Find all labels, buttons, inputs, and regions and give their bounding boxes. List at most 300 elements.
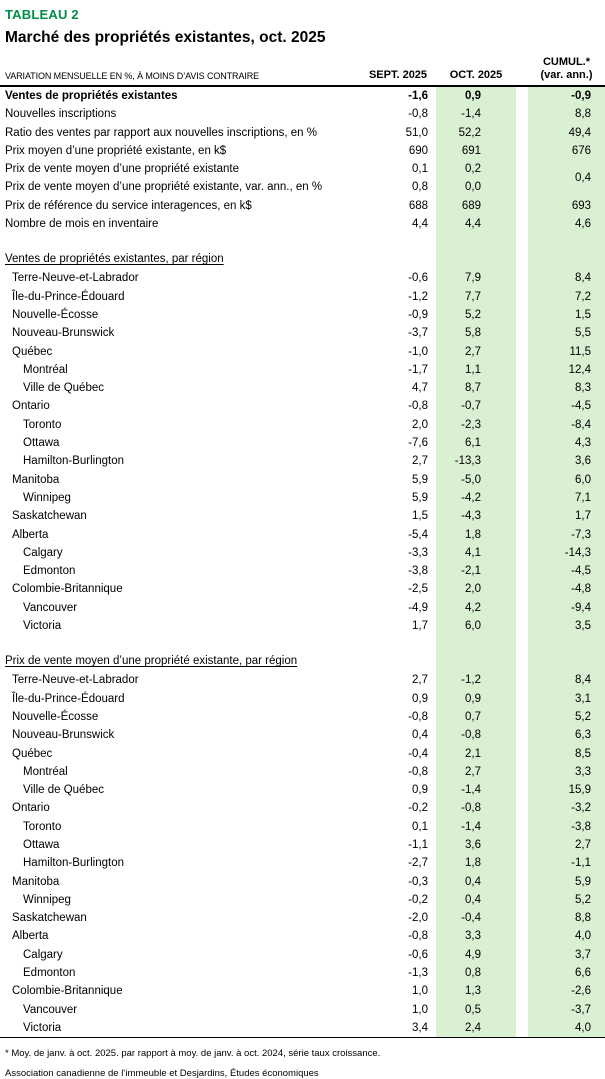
sept-value: 0,4 bbox=[412, 729, 428, 742]
row-label: Nouvelles inscriptions bbox=[5, 108, 117, 121]
table-number-label: TABLEAU 2 bbox=[5, 7, 79, 22]
gap-cell bbox=[516, 215, 528, 233]
oct-value: 8,7 bbox=[436, 379, 516, 397]
sept-value: 4,4 bbox=[412, 218, 428, 231]
sept-value: -1,3 bbox=[408, 967, 428, 980]
gap-cell bbox=[516, 160, 528, 178]
table-row bbox=[0, 726, 605, 744]
source-attribution: Association canadienne de l’immeuble et Desjardins, Études économiques bbox=[5, 1068, 319, 1079]
gap-cell bbox=[516, 471, 528, 489]
gap-cell bbox=[516, 580, 528, 598]
oct-value: 1,8 bbox=[436, 526, 516, 544]
sept-value: -0,3 bbox=[408, 875, 428, 888]
table-header bbox=[0, 56, 605, 86]
table-row bbox=[0, 306, 605, 324]
row-label: Montréal bbox=[23, 765, 68, 778]
row-label: Colombie-Britannique bbox=[12, 583, 123, 596]
gap-cell bbox=[516, 946, 528, 964]
table-row bbox=[0, 471, 605, 489]
cumul-value: -9,4 bbox=[528, 599, 605, 617]
sept-value: -0,8 bbox=[408, 930, 428, 943]
cumul-value: -7,3 bbox=[528, 526, 605, 544]
sept-value: 2,7 bbox=[412, 674, 428, 687]
column-header-cumul bbox=[528, 56, 605, 86]
sept-value: -0,2 bbox=[408, 802, 428, 815]
sept-value: -1,6 bbox=[408, 90, 428, 102]
oct-value: 1,3 bbox=[436, 982, 516, 1000]
cumul-value: 8,4 bbox=[528, 671, 605, 689]
gap-cell bbox=[516, 507, 528, 525]
sept-value: -5,4 bbox=[408, 528, 428, 541]
sept-value: 2,0 bbox=[412, 418, 428, 431]
cumul-value: 2,7 bbox=[528, 836, 605, 854]
row-label: Terre-Neuve-et-Labrador bbox=[12, 272, 139, 285]
cumul-value: 4,0 bbox=[528, 1019, 605, 1038]
cumul-value: 8,4 bbox=[528, 269, 605, 287]
sept-value: 0,1 bbox=[412, 820, 428, 833]
oct-value: -5,0 bbox=[436, 471, 516, 489]
row-label: Ratio des ventes par rapport aux nouvelles inscriptions, en % bbox=[5, 126, 317, 139]
table-row bbox=[0, 690, 605, 708]
row-label: Nouveau-Brunswick bbox=[12, 327, 115, 340]
table-row bbox=[0, 982, 605, 1000]
sept-value: 1,0 bbox=[412, 985, 428, 998]
table-row bbox=[0, 178, 605, 196]
oct-value: 0,7 bbox=[436, 708, 516, 726]
gap-cell bbox=[516, 288, 528, 306]
row-label: Terre-Neuve-et-Labrador bbox=[12, 674, 139, 687]
cumul-value: 12,4 bbox=[528, 361, 605, 379]
oct-value: 0,8 bbox=[436, 964, 516, 982]
row-label: Prix de vente moyen d’une propriété existante bbox=[5, 163, 239, 176]
row-label: Edmonton bbox=[23, 565, 76, 578]
cumul-value: 5,2 bbox=[528, 891, 605, 909]
row-label: Victoria bbox=[23, 1021, 62, 1034]
oct-value: -1,4 bbox=[436, 105, 516, 123]
cumul-value: 4,3 bbox=[528, 434, 605, 452]
table-row bbox=[0, 416, 605, 434]
cumul-value: -3,2 bbox=[528, 799, 605, 817]
column-header-row-label: VARIATION MENSUELLE EN %, À MOINS D’AVIS CONTRAIRE bbox=[0, 56, 360, 86]
row-label: Ottawa bbox=[23, 437, 60, 450]
section-header bbox=[0, 233, 360, 269]
empty-sept-cell bbox=[360, 635, 436, 671]
sept-value: 1,0 bbox=[412, 1003, 428, 1016]
table-row bbox=[0, 946, 605, 964]
oct-value: 2,7 bbox=[436, 763, 516, 781]
table-row bbox=[0, 873, 605, 891]
sept-value: -1,0 bbox=[408, 345, 428, 358]
cumul-value: 4,0 bbox=[528, 927, 605, 945]
table-row bbox=[0, 452, 605, 470]
cumul-value: 5,9 bbox=[528, 873, 605, 891]
table-body bbox=[0, 86, 605, 1038]
table-row bbox=[0, 854, 605, 872]
section-header-row bbox=[0, 635, 605, 671]
sept-value: 4,7 bbox=[412, 382, 428, 395]
row-label: Manitoba bbox=[12, 473, 60, 486]
cumul-value: 7,1 bbox=[528, 489, 605, 507]
cumul-value: 6,3 bbox=[528, 726, 605, 744]
oct-value: 0,9 bbox=[436, 86, 516, 105]
oct-value: -4,3 bbox=[436, 507, 516, 525]
oct-value: -4,2 bbox=[436, 489, 516, 507]
data-table bbox=[0, 56, 605, 1038]
cumul-value: 8,8 bbox=[528, 909, 605, 927]
gap-cell bbox=[516, 86, 528, 105]
row-label: Calgary bbox=[23, 948, 63, 961]
table-row bbox=[0, 105, 605, 123]
oct-value: 1,8 bbox=[436, 854, 516, 872]
row-label: Calgary bbox=[23, 546, 63, 559]
row-label: Nouvelle-Écosse bbox=[12, 710, 99, 723]
oct-value: 2,4 bbox=[436, 1019, 516, 1038]
cumul-value: 5,2 bbox=[528, 708, 605, 726]
gap-cell bbox=[516, 635, 528, 671]
gap-cell bbox=[516, 873, 528, 891]
table-row bbox=[0, 1019, 605, 1038]
table-row bbox=[0, 124, 605, 142]
gap-cell bbox=[516, 799, 528, 817]
sept-value: 3,4 bbox=[412, 1021, 428, 1034]
table-row bbox=[0, 397, 605, 415]
cumul-value: -2,6 bbox=[528, 982, 605, 1000]
oct-value: 4,2 bbox=[436, 599, 516, 617]
gap-cell bbox=[516, 489, 528, 507]
column-header-gap bbox=[516, 56, 528, 86]
oct-value: 0,0 bbox=[436, 178, 516, 196]
oct-value: -0,4 bbox=[436, 909, 516, 927]
sept-value: -4,9 bbox=[408, 601, 428, 614]
sept-value: 0,9 bbox=[412, 692, 428, 705]
table-row bbox=[0, 927, 605, 945]
sept-value: -0,6 bbox=[408, 272, 428, 285]
cumul-value: 49,4 bbox=[528, 124, 605, 142]
column-header-sept: SEPT. 2025 bbox=[360, 56, 436, 86]
sept-value: -0,2 bbox=[408, 893, 428, 906]
row-label: Colombie-Britannique bbox=[12, 985, 123, 998]
sept-value: -3,8 bbox=[408, 565, 428, 578]
cumul-value: -4,5 bbox=[528, 397, 605, 415]
table-row bbox=[0, 599, 605, 617]
table-row bbox=[0, 799, 605, 817]
sept-value: -3,3 bbox=[408, 546, 428, 559]
row-label: Québec bbox=[12, 345, 53, 358]
cumul-value: 1,5 bbox=[528, 306, 605, 324]
table-row bbox=[0, 580, 605, 598]
gap-cell bbox=[516, 197, 528, 215]
gap-cell bbox=[516, 599, 528, 617]
sept-value: 5,9 bbox=[412, 491, 428, 504]
gap-cell bbox=[516, 269, 528, 287]
oct-value: 3,3 bbox=[436, 927, 516, 945]
footnote: * Moy. de janv. à oct. 2025. par rapport à moy. de janv. à oct. 2024, série taux croissance. bbox=[5, 1048, 381, 1060]
column-header-oct: OCT. 2025 bbox=[436, 56, 516, 86]
oct-value: 6,0 bbox=[436, 617, 516, 635]
oct-value: -0,7 bbox=[436, 397, 516, 415]
oct-value: -1,4 bbox=[436, 781, 516, 799]
gap-cell bbox=[516, 708, 528, 726]
cumul-value: 15,9 bbox=[528, 781, 605, 799]
gap-cell bbox=[516, 1001, 528, 1019]
table-header-row bbox=[0, 56, 605, 86]
sept-value: -0,6 bbox=[408, 948, 428, 961]
table-row bbox=[0, 434, 605, 452]
table-row bbox=[0, 763, 605, 781]
row-label: Ontario bbox=[12, 802, 50, 815]
row-label: Ventes de propriétés existantes bbox=[5, 90, 178, 102]
cumul-value: 3,3 bbox=[528, 763, 605, 781]
gap-cell bbox=[516, 562, 528, 580]
table-row bbox=[0, 671, 605, 689]
gap-cell bbox=[516, 690, 528, 708]
row-label: Ottawa bbox=[23, 838, 60, 851]
oct-value: 2,1 bbox=[436, 745, 516, 763]
cumul-value: 1,7 bbox=[528, 507, 605, 525]
gap-cell bbox=[516, 306, 528, 324]
sept-value: -1,1 bbox=[408, 838, 428, 851]
table-row bbox=[0, 544, 605, 562]
oct-value: 1,1 bbox=[436, 361, 516, 379]
row-label: Alberta bbox=[12, 528, 49, 541]
table-row bbox=[0, 288, 605, 306]
table-row bbox=[0, 142, 605, 160]
section-header-label: Ventes de propriétés existantes, par région bbox=[5, 253, 224, 266]
row-label: Manitoba bbox=[12, 875, 60, 888]
table-row bbox=[0, 562, 605, 580]
oct-value: -2,1 bbox=[436, 562, 516, 580]
gap-cell bbox=[516, 891, 528, 909]
empty-cumul-cell bbox=[528, 233, 605, 269]
oct-value: -2,3 bbox=[436, 416, 516, 434]
row-label: Edmonton bbox=[23, 967, 76, 980]
gap-cell bbox=[516, 617, 528, 635]
cumul-value: 7,2 bbox=[528, 288, 605, 306]
table-row bbox=[0, 215, 605, 233]
table-row bbox=[0, 197, 605, 215]
oct-value: -0,8 bbox=[436, 799, 516, 817]
sept-value: -2,0 bbox=[408, 912, 428, 925]
sept-value: 5,9 bbox=[412, 473, 428, 486]
cumul-value: 3,5 bbox=[528, 617, 605, 635]
row-label: Ontario bbox=[12, 400, 50, 413]
sept-value: 0,8 bbox=[412, 181, 428, 194]
row-label: Nombre de mois en inventaire bbox=[5, 218, 159, 231]
column-header-cumul-line1: CUMUL.* bbox=[542, 56, 591, 68]
gap-cell bbox=[516, 361, 528, 379]
gap-cell bbox=[516, 763, 528, 781]
sept-value: -1,7 bbox=[408, 363, 428, 376]
gap-cell bbox=[516, 416, 528, 434]
row-label: Saskatchewan bbox=[12, 510, 87, 523]
oct-value: -1,4 bbox=[436, 818, 516, 836]
table-row bbox=[0, 343, 605, 361]
gap-cell bbox=[516, 544, 528, 562]
gap-cell bbox=[516, 124, 528, 142]
gap-cell bbox=[516, 397, 528, 415]
oct-value: 6,1 bbox=[436, 434, 516, 452]
oct-value: 4,1 bbox=[436, 544, 516, 562]
sept-value: 51,0 bbox=[405, 126, 428, 139]
sept-value: 688 bbox=[408, 199, 428, 212]
row-label: Winnipeg bbox=[23, 491, 71, 504]
gap-cell bbox=[516, 818, 528, 836]
sept-value: -3,7 bbox=[408, 327, 428, 340]
table-row bbox=[0, 818, 605, 836]
row-label: Ville de Québec bbox=[23, 382, 104, 395]
sept-value: 0,9 bbox=[412, 784, 428, 797]
gap-cell bbox=[516, 452, 528, 470]
row-label: Vancouver bbox=[23, 1003, 78, 1016]
cumul-value: -14,3 bbox=[528, 544, 605, 562]
table-row bbox=[0, 269, 605, 287]
oct-value: 2,7 bbox=[436, 343, 516, 361]
oct-value: 7,7 bbox=[436, 288, 516, 306]
sept-value: 1,5 bbox=[412, 510, 428, 523]
gap-cell bbox=[516, 142, 528, 160]
sept-value: -7,6 bbox=[408, 437, 428, 450]
sept-value: -0,8 bbox=[408, 710, 428, 723]
oct-value: -13,3 bbox=[436, 452, 516, 470]
oct-value: 0,9 bbox=[436, 690, 516, 708]
oct-value: 2,0 bbox=[436, 580, 516, 598]
table-row bbox=[0, 489, 605, 507]
table-row bbox=[0, 324, 605, 342]
table-row bbox=[0, 86, 605, 105]
cumul-value: 3,7 bbox=[528, 946, 605, 964]
sept-value: 690 bbox=[408, 144, 428, 157]
gap-cell bbox=[516, 909, 528, 927]
table-row bbox=[0, 617, 605, 635]
gap-cell bbox=[516, 434, 528, 452]
cumul-value: 693 bbox=[528, 197, 605, 215]
cumul-value: 6,6 bbox=[528, 964, 605, 982]
oct-value: 4,4 bbox=[436, 215, 516, 233]
gap-cell bbox=[516, 105, 528, 123]
cumul-value: -4,8 bbox=[528, 580, 605, 598]
oct-value: 0,4 bbox=[436, 891, 516, 909]
row-label: Saskatchewan bbox=[12, 912, 87, 925]
row-label: Winnipeg bbox=[23, 893, 71, 906]
row-label: Toronto bbox=[23, 418, 62, 431]
table-row bbox=[0, 909, 605, 927]
row-label: Hamilton-Burlington bbox=[23, 455, 124, 468]
table-row bbox=[0, 1001, 605, 1019]
cumul-value: -3,7 bbox=[528, 1001, 605, 1019]
gap-cell bbox=[516, 671, 528, 689]
sept-value: -0,8 bbox=[408, 108, 428, 121]
gap-cell bbox=[516, 726, 528, 744]
oct-value: 5,2 bbox=[436, 306, 516, 324]
section-header-row bbox=[0, 233, 605, 269]
oct-value: 7,9 bbox=[436, 269, 516, 287]
sept-value: 2,7 bbox=[412, 455, 428, 468]
table-row bbox=[0, 507, 605, 525]
page-title: Marché des propriétés existantes, oct. 2025 bbox=[5, 29, 326, 46]
section-header bbox=[0, 635, 360, 671]
cumul-value: 3,6 bbox=[528, 452, 605, 470]
row-label: Hamilton-Burlington bbox=[23, 857, 124, 870]
cumul-value: 4,6 bbox=[528, 215, 605, 233]
cumul-value: -8,4 bbox=[528, 416, 605, 434]
cumul-value: -4,5 bbox=[528, 562, 605, 580]
row-label: Toronto bbox=[23, 820, 62, 833]
row-label: Nouvelle-Écosse bbox=[12, 308, 99, 321]
gap-cell bbox=[516, 343, 528, 361]
oct-value: 3,6 bbox=[436, 836, 516, 854]
empty-oct-cell bbox=[436, 635, 516, 671]
cumul-value: 8,8 bbox=[528, 105, 605, 123]
row-label: Prix de référence du service interagences, en k$ bbox=[5, 199, 252, 212]
table-row bbox=[0, 891, 605, 909]
sept-value: -1,2 bbox=[408, 290, 428, 303]
column-header-cumul-line2: (var. ann.) bbox=[540, 68, 593, 81]
gap-cell bbox=[516, 526, 528, 544]
cumul-value: 6,0 bbox=[528, 471, 605, 489]
gap-cell bbox=[516, 964, 528, 982]
cumul-value: -0,9 bbox=[528, 86, 605, 105]
row-label: Prix moyen d’une propriété existante, en k$ bbox=[5, 144, 227, 157]
sept-value: -2,7 bbox=[408, 857, 428, 870]
table-row bbox=[0, 526, 605, 544]
empty-oct-cell bbox=[436, 233, 516, 269]
row-label: Île-du-Prince-Édouard bbox=[12, 290, 125, 303]
table-row bbox=[0, 781, 605, 799]
oct-value: 0,2 bbox=[436, 160, 516, 178]
gap-cell bbox=[516, 745, 528, 763]
row-label: Victoria bbox=[23, 620, 62, 633]
oct-value: 4,9 bbox=[436, 946, 516, 964]
sept-value: -0,8 bbox=[408, 765, 428, 778]
gap-cell bbox=[516, 982, 528, 1000]
gap-cell bbox=[516, 927, 528, 945]
cumul-value: -1,1 bbox=[528, 854, 605, 872]
gap-cell bbox=[516, 233, 528, 269]
empty-sept-cell bbox=[360, 233, 436, 269]
sept-value: -2,5 bbox=[408, 583, 428, 596]
section-header-label: Prix de vente moyen d’une propriété existante, par région bbox=[5, 655, 298, 668]
oct-value: 0,5 bbox=[436, 1001, 516, 1019]
cumul-value: 8,3 bbox=[528, 379, 605, 397]
table-row bbox=[0, 361, 605, 379]
oct-value: -0,8 bbox=[436, 726, 516, 744]
gap-cell bbox=[516, 379, 528, 397]
oct-value: 0,4 bbox=[436, 873, 516, 891]
row-label: Île-du-Prince-Édouard bbox=[12, 692, 125, 705]
cumul-value: -3,8 bbox=[528, 818, 605, 836]
sept-value: -0,4 bbox=[408, 747, 428, 760]
sept-value: -0,9 bbox=[408, 308, 428, 321]
sept-value: 0,1 bbox=[412, 163, 428, 176]
oct-value: 691 bbox=[436, 142, 516, 160]
cumul-value: 8,5 bbox=[528, 745, 605, 763]
empty-cumul-cell bbox=[528, 635, 605, 671]
table-row bbox=[0, 160, 605, 178]
gap-cell bbox=[516, 324, 528, 342]
table-row bbox=[0, 708, 605, 726]
cumul-value: 676 bbox=[528, 142, 605, 160]
table-row bbox=[0, 964, 605, 982]
row-label: Québec bbox=[12, 747, 53, 760]
oct-value: 5,8 bbox=[436, 324, 516, 342]
oct-value: 52,2 bbox=[436, 124, 516, 142]
row-label: Alberta bbox=[12, 930, 49, 943]
oct-value: -1,2 bbox=[436, 671, 516, 689]
gap-cell bbox=[516, 781, 528, 799]
cumul-value: 3,1 bbox=[528, 690, 605, 708]
row-label: Ville de Québec bbox=[23, 784, 104, 797]
cumul-value: 5,5 bbox=[528, 324, 605, 342]
